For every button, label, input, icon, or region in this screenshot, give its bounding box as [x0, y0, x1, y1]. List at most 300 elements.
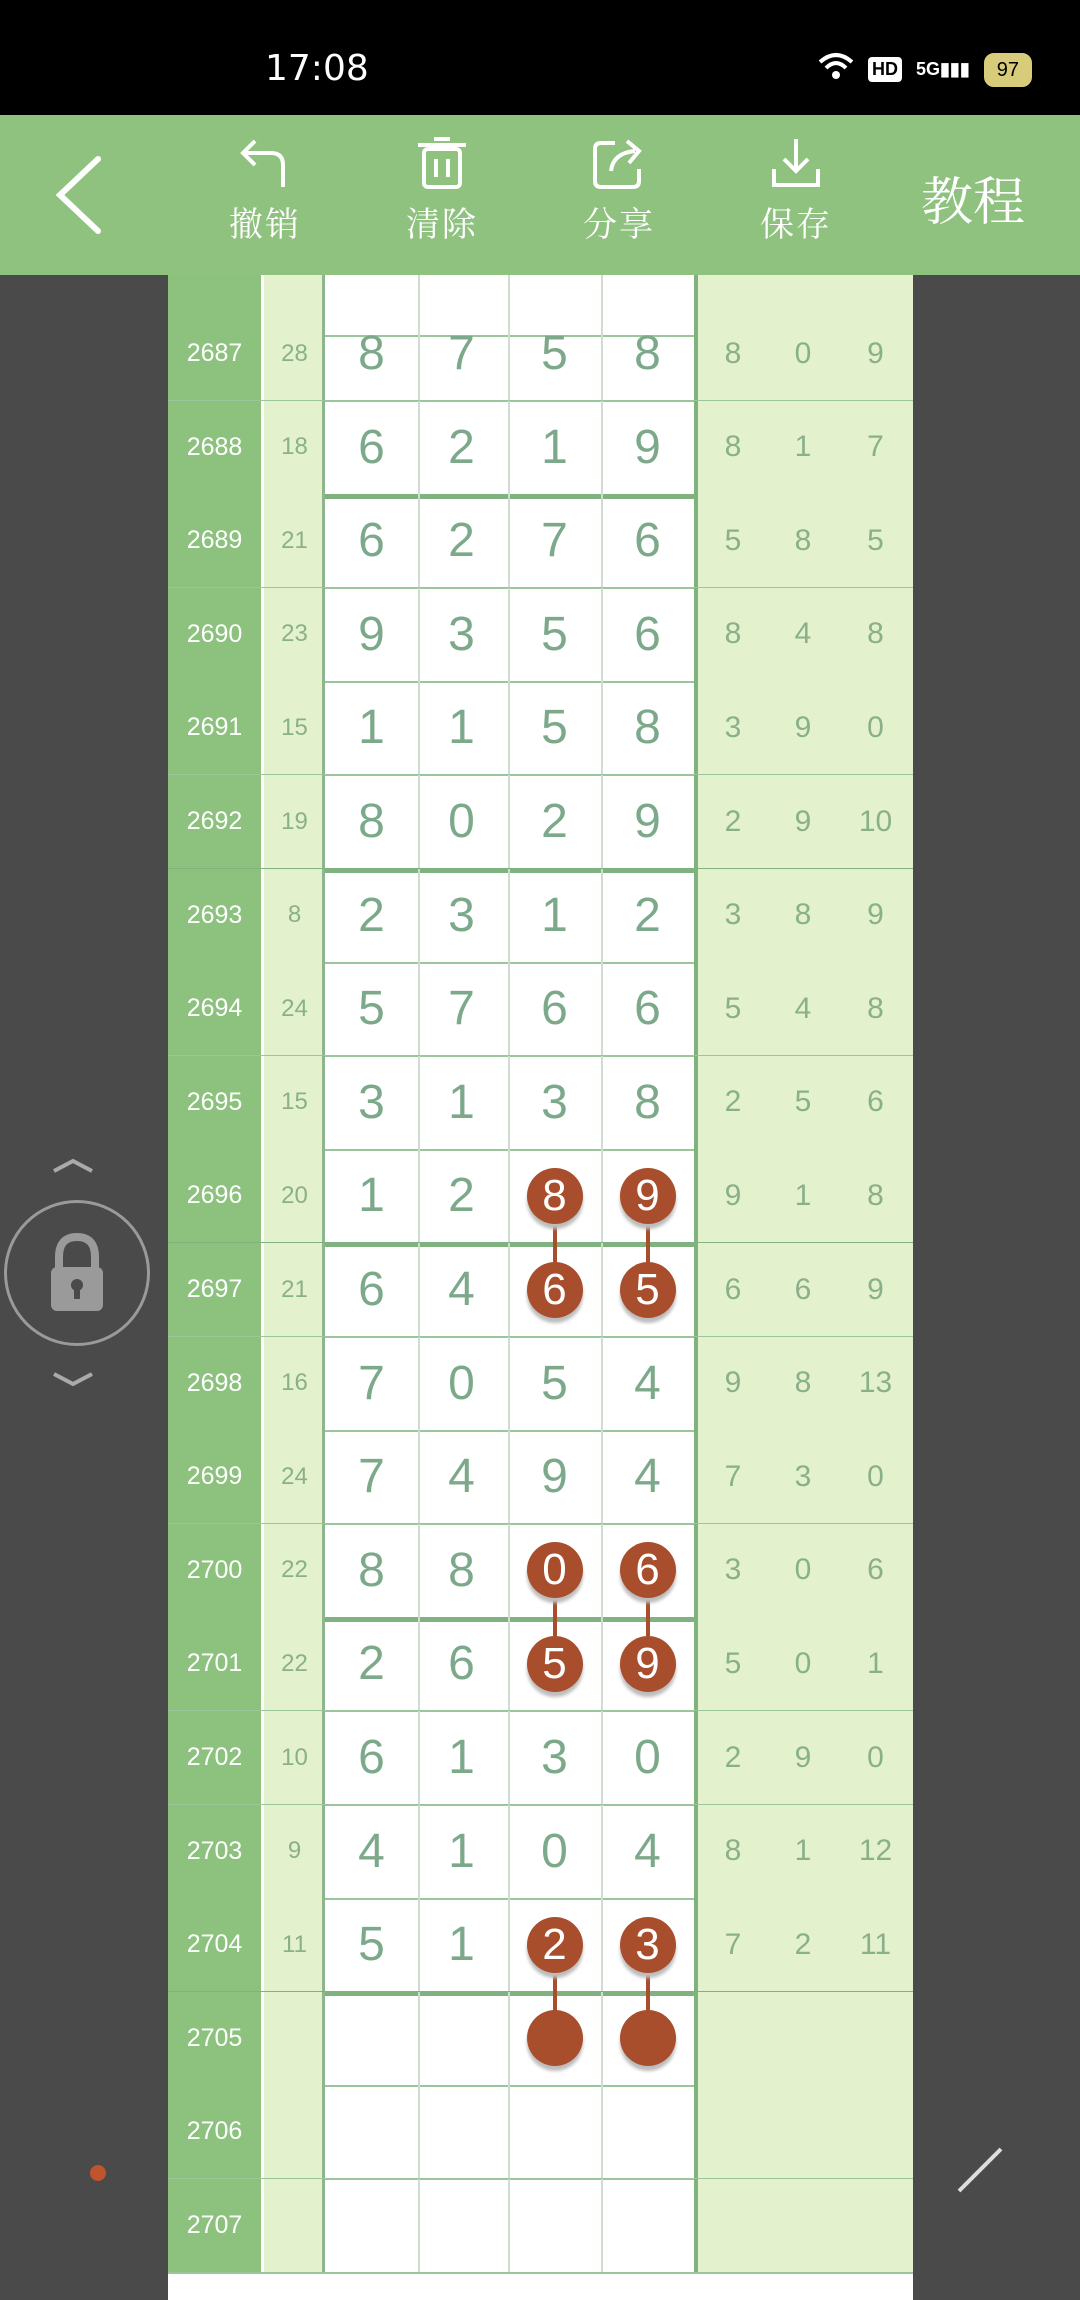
trash-icon — [414, 135, 470, 191]
digit-cell[interactable] — [415, 1805, 510, 1898]
stat-value: 5 — [724, 1646, 742, 1680]
stat-value: 3 — [724, 1553, 742, 1587]
marked-ball[interactable]: 9 — [620, 1168, 676, 1224]
connection-line — [646, 1599, 650, 1637]
digit-value: 2 — [448, 420, 475, 474]
digit-cell[interactable] — [601, 869, 699, 962]
marked-ball[interactable]: 2 — [527, 1917, 583, 1973]
stat-value: 6 — [867, 1085, 884, 1119]
stat-cell — [768, 307, 840, 400]
issue-number: 2689 — [186, 526, 243, 555]
status-time: 17:08 — [265, 48, 369, 89]
digit-cell[interactable] — [322, 1805, 420, 1898]
digit-cell[interactable] — [601, 307, 699, 400]
table-row — [168, 588, 913, 683]
marked-ball[interactable]: 6 — [620, 1542, 676, 1598]
digit-value: 8 — [634, 701, 661, 755]
stat-cell — [698, 588, 770, 681]
issue-number-cell — [168, 1617, 261, 1710]
digit-value: 8 — [448, 1543, 475, 1597]
issue-number-cell — [168, 1149, 261, 1242]
stat-cell — [838, 869, 913, 962]
table-row — [168, 1149, 913, 1247]
digit-cell[interactable] — [415, 307, 510, 400]
issue-number-cell — [168, 307, 261, 400]
stat-cell — [838, 494, 913, 587]
sum-cell — [261, 1992, 325, 2085]
marked-ball[interactable]: 5 — [620, 1262, 676, 1318]
back-button[interactable] — [50, 155, 110, 235]
digit-cell[interactable] — [415, 962, 510, 1055]
sum-cell — [261, 775, 325, 868]
sum-cell — [261, 962, 325, 1055]
stat-value: 8 — [724, 1834, 742, 1868]
stat-value: 6 — [794, 1272, 812, 1306]
digit-cell[interactable] — [322, 2085, 420, 2178]
stat-value: 11 — [859, 1927, 892, 1961]
sum-value: 23 — [281, 620, 308, 648]
download-icon — [768, 135, 824, 191]
battery-level: 97 — [996, 58, 1019, 81]
stat-value: 1 — [794, 1834, 812, 1868]
stat-cell — [698, 1992, 770, 2085]
stat-cell — [698, 307, 770, 400]
digit-cell[interactable] — [601, 588, 699, 681]
stat-value: 8 — [794, 1366, 812, 1400]
digit-cell[interactable] — [508, 681, 603, 774]
pen-tool-icon[interactable] — [955, 2145, 1005, 2195]
digit-value: 1 — [448, 1824, 475, 1878]
digit-cell[interactable] — [601, 1805, 699, 1898]
digit-cell[interactable] — [415, 681, 510, 774]
stat-cell — [698, 2179, 770, 2272]
table-row — [168, 2179, 913, 2274]
stat-value: 8 — [724, 430, 742, 464]
digit-cell[interactable] — [415, 1149, 510, 1242]
marked-ball[interactable]: 5 — [527, 1636, 583, 1692]
digit-cell[interactable] — [322, 307, 420, 400]
stat-cell — [698, 2085, 770, 2178]
stat-value: 12 — [858, 1834, 893, 1868]
issue-number-cell — [168, 1243, 261, 1336]
issue-number-cell — [168, 1805, 261, 1898]
sum-value: 11 — [282, 1930, 307, 1958]
sum-value: 20 — [281, 1181, 308, 1209]
table-row — [168, 401, 913, 499]
share-button[interactable] — [549, 135, 689, 260]
digit-value: 6 — [358, 1731, 385, 1784]
wifi-icon — [818, 52, 854, 87]
digit-cell[interactable] — [601, 2179, 699, 2272]
issue-number-cell — [168, 2085, 261, 2178]
issue-number: 2692 — [186, 807, 243, 835]
digit-value: 7 — [541, 514, 568, 568]
sum-cell — [261, 401, 325, 494]
issue-number: 2694 — [186, 994, 243, 1023]
digit-cell[interactable] — [601, 1337, 699, 1430]
sum-cell — [261, 1524, 325, 1617]
undo-button[interactable] — [195, 135, 335, 260]
stat-cell — [838, 962, 913, 1055]
save-button[interactable] — [726, 135, 866, 260]
digit-cell[interactable] — [601, 1711, 699, 1804]
digit-value: 7 — [358, 1450, 385, 1504]
issue-number-cell — [168, 1992, 261, 2085]
sum-cell — [261, 307, 325, 400]
stat-value: 8 — [867, 991, 884, 1025]
stat-cell — [698, 1337, 770, 1430]
issue-number: 2702 — [186, 1743, 243, 1771]
digit-cell[interactable] — [322, 1430, 420, 1523]
issue-number-cell — [168, 1524, 261, 1617]
issue-number: 2704 — [186, 1930, 243, 1959]
sum-cell — [261, 494, 325, 587]
stat-value: 5 — [794, 1085, 812, 1119]
digit-cell[interactable] — [601, 1898, 699, 1991]
digit-cell[interactable] — [322, 1056, 420, 1149]
digit-cell[interactable] — [601, 494, 699, 587]
stat-value: 8 — [867, 617, 884, 651]
digit-cell[interactable] — [508, 1430, 603, 1523]
digit-value: 9 — [634, 420, 661, 474]
status-bar — [0, 0, 1080, 115]
stat-value: 0 — [867, 710, 884, 744]
digit-value: 5 — [541, 607, 568, 661]
digit-cell[interactable] — [322, 962, 420, 1055]
stat-value: 2 — [724, 1085, 742, 1119]
digit-cell[interactable] — [322, 588, 420, 681]
stat-cell — [768, 1617, 840, 1710]
stat-cell — [838, 1898, 913, 1991]
digit-value: 1 — [541, 888, 568, 942]
table-row — [168, 494, 913, 589]
digit-cell[interactable] — [415, 494, 510, 587]
stat-value: 2 — [724, 1740, 742, 1774]
stat-cell — [838, 588, 913, 681]
digit-cell[interactable] — [322, 1898, 420, 1991]
digit-value: 0 — [448, 1356, 475, 1410]
stat-cell — [698, 401, 770, 494]
table-row — [168, 1430, 913, 1525]
sum-value: 22 — [281, 1556, 308, 1584]
digit-cell[interactable] — [601, 775, 699, 868]
digit-value: 1 — [358, 701, 385, 755]
table-row — [168, 307, 913, 402]
digit-value: 8 — [358, 1543, 385, 1597]
share-icon — [591, 135, 647, 191]
sum-cell — [261, 869, 325, 962]
digit-cell[interactable] — [601, 681, 699, 774]
digit-cell[interactable] — [415, 1337, 510, 1430]
stat-value: 5 — [867, 523, 884, 557]
marked-ball[interactable]: 6 — [527, 1262, 583, 1318]
digit-value: 7 — [358, 1356, 385, 1410]
digit-cell[interactable] — [322, 1617, 420, 1710]
sum-cell — [261, 1337, 325, 1430]
digit-cell[interactable] — [415, 869, 510, 962]
digit-cell[interactable] — [415, 1617, 510, 1710]
digit-value: 4 — [448, 1263, 475, 1316]
clear-label: 清除 — [406, 205, 478, 245]
digit-cell[interactable] — [415, 1711, 510, 1804]
digit-cell[interactable] — [601, 962, 699, 1055]
digit-cell[interactable] — [601, 2085, 699, 2178]
issue-number-cell — [168, 1711, 261, 1804]
stat-value: 2 — [724, 804, 742, 838]
digit-cell[interactable] — [415, 2085, 510, 2178]
digit-value: 1 — [358, 1169, 385, 1223]
digit-value: 8 — [358, 327, 385, 380]
stat-cell — [838, 1711, 913, 1804]
digit-cell[interactable] — [508, 1805, 603, 1898]
chevron-up-icon[interactable] — [50, 1155, 96, 1175]
digit-cell[interactable] — [601, 1430, 699, 1523]
connection-line — [553, 1973, 557, 2011]
issue-number-cell — [168, 1898, 261, 1991]
digit-cell[interactable] — [322, 2179, 420, 2272]
digit-value: 6 — [358, 1263, 385, 1316]
digit-value: 5 — [541, 327, 568, 380]
trend-grid[interactable] — [168, 275, 913, 2300]
digit-cell[interactable] — [415, 1056, 510, 1149]
digit-cell[interactable] — [508, 307, 603, 400]
stat-value: 6 — [724, 1272, 742, 1306]
digit-value: 4 — [448, 1450, 475, 1504]
digit-value: 2 — [634, 888, 661, 942]
digit-cell[interactable] — [415, 1430, 510, 1523]
stat-cell — [838, 2085, 913, 2178]
table-row — [168, 2085, 913, 2180]
stat-cell — [838, 1149, 913, 1242]
digit-value: 6 — [358, 514, 385, 568]
stat-cell — [838, 307, 913, 400]
stat-value: 7 — [724, 1459, 742, 1493]
stat-cell — [838, 1337, 913, 1430]
issue-number-cell — [168, 494, 261, 587]
marked-ball[interactable]: 9 — [620, 1636, 676, 1692]
issue-number: 2698 — [186, 1368, 243, 1397]
lock-button[interactable] — [4, 1200, 150, 1346]
stat-value: 3 — [724, 710, 742, 744]
stat-cell — [838, 1430, 913, 1523]
digit-cell[interactable] — [508, 494, 603, 587]
stat-cell — [768, 1898, 840, 1991]
digit-cell[interactable] — [508, 775, 603, 868]
digit-value: 8 — [634, 327, 661, 380]
digit-cell[interactable] — [322, 1243, 420, 1336]
marked-ball[interactable] — [527, 2010, 583, 2066]
digit-cell[interactable] — [601, 1149, 699, 1242]
chevron-down-icon[interactable] — [50, 1370, 96, 1390]
stat-cell — [838, 2179, 913, 2272]
toolbar — [0, 115, 1080, 275]
issue-number: 2688 — [186, 432, 243, 461]
digit-cell[interactable] — [508, 2085, 603, 2178]
digit-cell[interactable] — [322, 775, 420, 868]
stat-cell — [698, 775, 770, 868]
issue-number-cell — [168, 1337, 261, 1430]
stat-cell — [838, 775, 913, 868]
sum-cell — [261, 1898, 325, 1991]
marked-ball[interactable] — [620, 2010, 676, 2066]
stat-value: 4 — [794, 617, 812, 651]
digit-value: 5 — [358, 1918, 385, 1972]
digit-value: 2 — [358, 888, 385, 942]
stat-cell — [698, 1243, 770, 1336]
digit-cell[interactable] — [322, 681, 420, 774]
digit-cell[interactable] — [601, 1056, 699, 1149]
stat-cell — [768, 1430, 840, 1523]
table-row — [168, 1243, 913, 1338]
digit-cell[interactable] — [415, 401, 510, 494]
stat-cell — [698, 494, 770, 587]
issue-number-cell — [168, 869, 261, 962]
stat-cell — [838, 1056, 913, 1149]
digit-cell[interactable] — [322, 494, 420, 587]
issue-number-cell — [168, 1056, 261, 1149]
digit-cell[interactable] — [601, 1992, 699, 2085]
issue-number-cell — [168, 588, 261, 681]
digit-cell[interactable] — [415, 2179, 510, 2272]
clear-button[interactable] — [372, 135, 512, 260]
sum-cell — [261, 1711, 325, 1804]
marked-ball[interactable]: 3 — [620, 1917, 676, 1973]
sum-value: 21 — [281, 1275, 308, 1303]
stat-cell — [698, 1149, 770, 1242]
digit-cell[interactable] — [415, 1992, 510, 2085]
digit-cell[interactable] — [508, 401, 603, 494]
stat-cell — [768, 1056, 840, 1149]
sum-cell — [261, 2179, 325, 2272]
digit-cell[interactable] — [508, 1711, 603, 1804]
connection-line — [553, 1599, 557, 1637]
digit-cell[interactable] — [415, 1898, 510, 1991]
stat-cell — [698, 1805, 770, 1898]
digit-cell[interactable] — [322, 1149, 420, 1242]
marked-ball[interactable]: 0 — [527, 1542, 583, 1598]
digit-value: 0 — [541, 1824, 568, 1878]
digit-value: 1 — [448, 1731, 475, 1784]
digit-cell[interactable] — [322, 1711, 420, 1804]
table-row — [168, 1711, 913, 1806]
digit-value: 6 — [358, 420, 385, 474]
sum-value: 8 — [287, 901, 302, 929]
digit-value: 5 — [358, 982, 385, 1036]
digit-cell[interactable] — [415, 588, 510, 681]
digit-cell[interactable] — [415, 1243, 510, 1336]
stat-value: 4 — [794, 991, 812, 1025]
stat-value: 3 — [724, 898, 742, 932]
digit-value: 3 — [448, 607, 475, 661]
sum-value: 24 — [281, 994, 308, 1022]
stat-value: 0 — [794, 1646, 812, 1680]
digit-cell[interactable] — [508, 869, 603, 962]
signal-label: 5G — [916, 59, 941, 79]
sum-cell — [261, 1805, 325, 1898]
issue-number-cell — [168, 2179, 261, 2272]
digit-value: 9 — [541, 1450, 568, 1504]
sum-value: 28 — [281, 339, 308, 367]
digit-cell[interactable] — [601, 401, 699, 494]
digit-value: 6 — [448, 1637, 475, 1691]
stat-cell — [838, 1617, 913, 1710]
digit-value: 3 — [448, 888, 475, 942]
digit-cell[interactable] — [601, 1243, 699, 1336]
stat-value: 9 — [794, 804, 812, 838]
stat-value: 1 — [794, 430, 812, 464]
digit-cell[interactable] — [508, 1056, 603, 1149]
digit-value: 6 — [541, 982, 568, 1036]
digit-value: 2 — [358, 1637, 385, 1691]
stat-value: 5 — [724, 523, 742, 557]
sum-value: 19 — [281, 807, 308, 835]
digit-cell[interactable] — [415, 1524, 510, 1617]
stat-cell — [768, 1524, 840, 1617]
stat-cell — [768, 1805, 840, 1898]
digit-cell[interactable] — [322, 1524, 420, 1617]
digit-cell[interactable] — [322, 1337, 420, 1430]
stat-cell — [698, 681, 770, 774]
issue-number: 2697 — [186, 1275, 243, 1303]
digit-cell[interactable] — [508, 2179, 603, 2272]
stat-cell — [768, 1711, 840, 1804]
connection-line — [553, 1224, 557, 1262]
stat-value: 8 — [724, 336, 742, 370]
issue-number: 2701 — [186, 1649, 243, 1678]
undo-icon — [237, 135, 293, 191]
digit-cell[interactable] — [322, 869, 420, 962]
sum-value: 18 — [281, 433, 308, 461]
digit-cell[interactable] — [508, 588, 603, 681]
stat-cell — [838, 401, 913, 494]
issue-number: 2707 — [186, 2211, 243, 2239]
digit-cell[interactable] — [508, 1337, 603, 1430]
digit-cell[interactable] — [508, 962, 603, 1055]
stat-value: 10 — [858, 804, 893, 838]
digit-cell[interactable] — [601, 1524, 699, 1617]
stat-cell — [698, 1711, 770, 1804]
sum-value: 15 — [281, 713, 308, 741]
table-row — [168, 1524, 913, 1622]
issue-number: 2696 — [186, 1181, 243, 1210]
table-row — [168, 962, 913, 1057]
tutorial-button[interactable]: 教程 — [920, 173, 1025, 233]
stat-cell — [768, 1243, 840, 1336]
issue-number: 2700 — [186, 1555, 243, 1584]
digit-value: 0 — [448, 795, 475, 848]
stat-cell — [768, 1149, 840, 1242]
issue-number-cell — [168, 962, 261, 1055]
digit-value: 7 — [448, 327, 475, 380]
digit-value: 5 — [541, 1356, 568, 1410]
table-row — [168, 1337, 913, 1432]
digit-cell[interactable] — [415, 775, 510, 868]
sum-value: 9 — [287, 1837, 302, 1865]
table-row — [168, 1056, 913, 1151]
issue-number-cell — [168, 401, 261, 494]
marked-ball[interactable]: 8 — [527, 1168, 583, 1224]
sum-value: 16 — [281, 1369, 308, 1397]
digit-value: 9 — [634, 795, 661, 848]
color-dot-indicator[interactable] — [90, 2165, 106, 2181]
digit-cell[interactable] — [322, 1992, 420, 2085]
digit-cell[interactable] — [601, 1617, 699, 1710]
digit-value: 6 — [634, 607, 661, 661]
sum-cell — [261, 588, 325, 681]
sum-value: 24 — [281, 1462, 308, 1490]
digit-value: 2 — [448, 514, 475, 568]
digit-cell[interactable] — [322, 401, 420, 494]
